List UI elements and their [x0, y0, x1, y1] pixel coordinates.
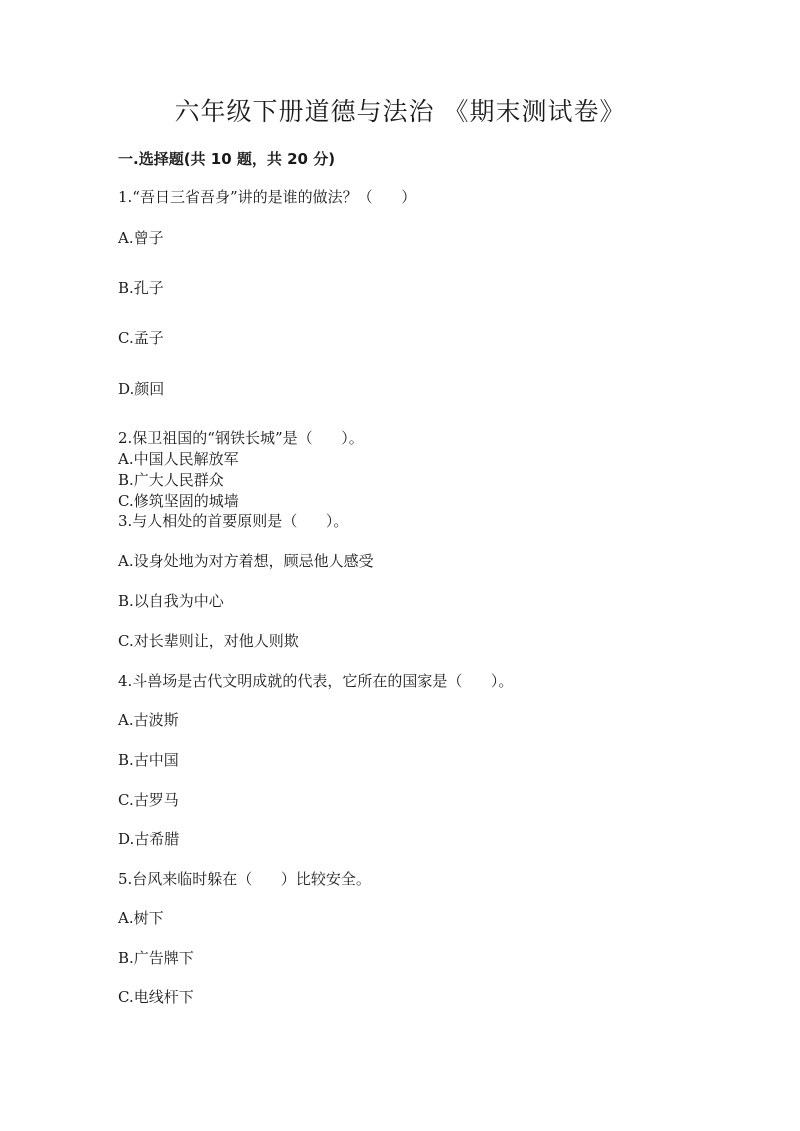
question-2-option-c: C.修筑坚固的城墙 — [118, 492, 239, 510]
question-4-option-a: A.古波斯 — [118, 711, 179, 729]
question-4-option-c: C.古罗马 — [118, 791, 179, 809]
question-5-option-a: A.树下 — [118, 909, 164, 927]
question-1-stem: 1.“吾日三省吾身”讲的是谁的做法？（ ） — [118, 188, 417, 206]
question-4-option-d: D.古希腊 — [118, 830, 180, 848]
question-4-option-b: B.古中国 — [118, 751, 179, 769]
question-3-option-b: B.以自我为中心 — [118, 592, 224, 610]
question-2-option-b: B.广大人民群众 — [118, 471, 224, 489]
question-5-option-c: C.电线杆下 — [118, 988, 194, 1006]
question-5-stem: 5.台风来临时躲在（ ）比较安全。 — [118, 870, 371, 888]
question-2-option-a: A.中国人民解放军 — [118, 450, 239, 468]
question-3-option-a: A.设身处地为对方着想，顾忌他人感受 — [118, 552, 374, 570]
question-4-stem: 4.斗兽场是古代文明成就的代表，它所在的国家是（ ）。 — [118, 672, 514, 690]
question-5-option-b: B.广告牌下 — [118, 949, 194, 967]
question-2-stem: 2.保卫祖国的“钢铁长城”是（ ）。 — [118, 429, 364, 447]
question-3-stem: 3.与人相处的首要原则是（ ）。 — [118, 512, 349, 530]
question-3-option-c: C.对长辈则让，对他人则欺 — [118, 632, 299, 650]
page-title: 六年级下册道德与法治 《期末测试卷》 — [174, 97, 626, 126]
section-heading: 一.选择题(共 10 题，共 20 分) — [118, 150, 336, 168]
question-1-option-d: D.颜回 — [118, 380, 165, 398]
question-1-option-a: A.曾子 — [118, 229, 164, 247]
question-1-option-b: B.孔子 — [118, 279, 164, 297]
question-1-option-c: C.孟子 — [118, 329, 164, 347]
